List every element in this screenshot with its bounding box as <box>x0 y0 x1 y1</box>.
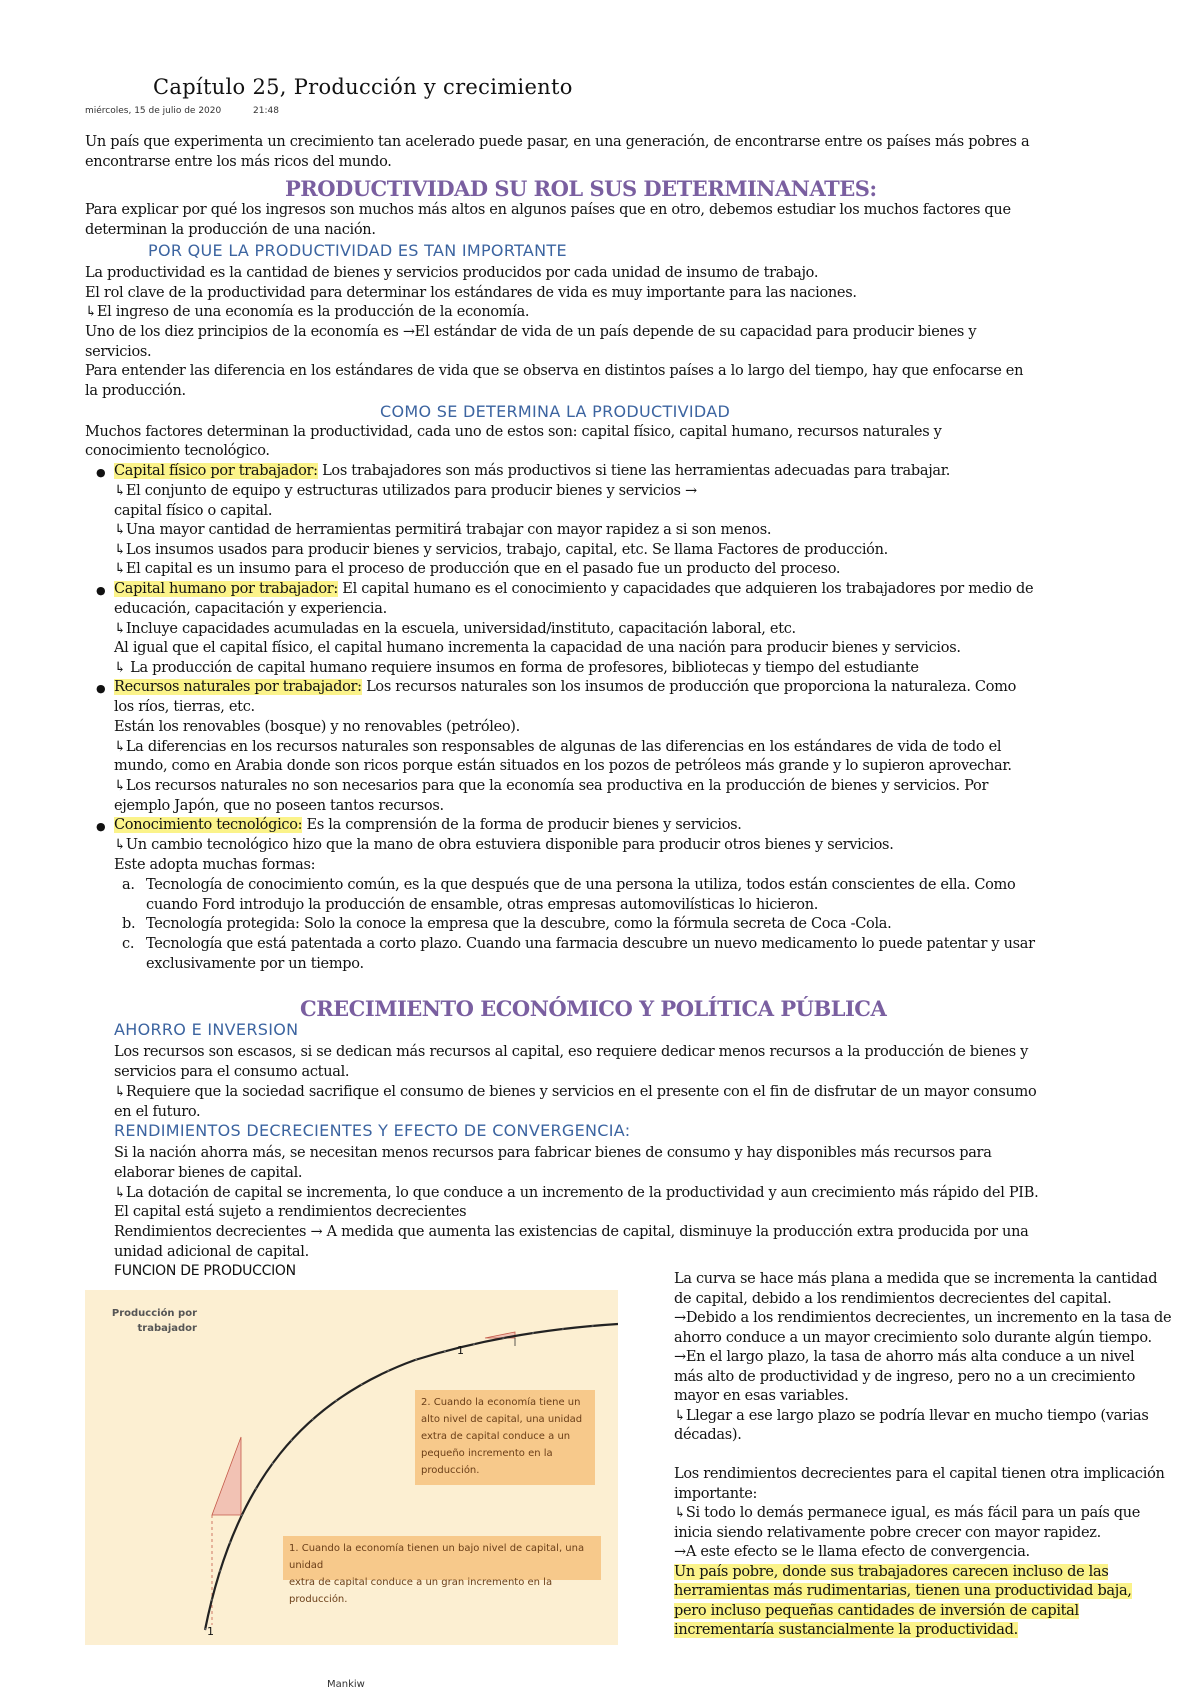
subheading: RENDIMIENTOS DECRECIENTES Y EFECTO DE CONVERGENCIA: <box>114 1121 631 1140</box>
paragraph-line: El capital está sujeto a rendimientos decrecientes <box>114 1204 467 1220</box>
bullet-dot: ● <box>96 820 106 833</box>
highlighted-conclusion-line: herramientas más rudimentarias, tienen una productividad baja, <box>674 1583 1132 1599</box>
bullet-first-line: Conocimiento tecnológico: Es la comprensión de la forma de producir bienes y servicios. <box>114 817 742 833</box>
bullet-line: Están los renovables (bosque) y no renovables (petróleo). <box>114 719 520 735</box>
bullet-line: capital físico o capital. <box>114 503 273 519</box>
list-item-line: Tecnología que está patentada a corto plazo. Cuando una farmacia descubre un nuevo medicamento lo puede patentar y usar <box>146 936 1035 952</box>
highlighted-conclusion-line: Un país pobre, donde sus trabajadores carecen incluso de las <box>674 1563 1109 1580</box>
section-heading: CRECIMIENTO ECONÓMICO Y POLÍTICA PÚBLICA <box>300 996 887 1021</box>
paragraph-line: ↳La dotación de capital se incrementa, lo que conduce a un incremento de la productividad y aun crecimiento más rápido del PIB. <box>114 1185 1039 1201</box>
paragraph-line: ↳El ingreso de una economía es la producción de la economía. <box>85 304 530 320</box>
right-column-line: ↳Llegar a ese largo plazo se podría llevar en mucho tiempo (varias <box>674 1407 1149 1424</box>
bullet-first-line: Recursos naturales por trabajador: Los recursos naturales son los insumos de producción que proporciona la naturaleza. Como <box>114 679 1017 695</box>
highlighted-term: Recursos naturales por trabajador: <box>114 679 362 695</box>
highlighted-term: Conocimiento tecnológico: <box>114 817 303 833</box>
paragraph-line: unidad adicional de capital. <box>114 1244 309 1260</box>
bullet-line: ↳El conjunto de equipo y estructuras utilizados para producir bienes y servicios → <box>114 483 697 499</box>
page-title: Capítulo 25, Producción y crecimiento <box>153 75 573 99</box>
paragraph-line: Muchos factores determinan la productividad, cada uno de estos son: capital físico, capital humano, recursos naturales y <box>85 424 942 440</box>
bullet-line: Este adopta muchas formas: <box>114 857 316 873</box>
bullet-line: ↳El capital es un insumo para el proceso de producción que en el pasado fue un producto del proceso. <box>114 561 841 577</box>
bullet-line: ↳Un cambio tecnológico hizo que la mano de obra estuviera disponible para producir otros bienes y servicios. <box>114 837 894 853</box>
highlighted-conclusion-line: incrementaría sustancialmente la productividad. <box>674 1622 1018 1638</box>
paragraph-line: Si la nación ahorra más, se necesitan menos recursos para fabricar bienes de consumo y hay disponibles más recursos para <box>114 1145 992 1161</box>
highlighted-term: Capital físico por trabajador: <box>114 463 318 479</box>
list-item-line: Tecnología protegida: Solo la conoce la empresa que la descubre, como la fórmula secreta de Coca -Cola. <box>146 916 892 932</box>
paragraph-line: La productividad es la cantidad de bienes y servicios producidos por cada unidad de insumo de trabajo. <box>85 265 819 281</box>
section-heading: PRODUCTIVIDAD SU ROL SUS DETERMINANATES: <box>285 176 877 201</box>
bullet-line: los ríos, tierras, etc. <box>114 699 255 715</box>
list-marker: a. <box>122 877 135 893</box>
bullet-first-line: Capital físico por trabajador: Los trabajadores son más productivos si tiene las herramientas adecuadas para trabajar. <box>114 463 951 479</box>
paragraph-line: ↳Requiere que la sociedad sacrifique el consumo de bienes y servicios en el presente con el fin de disfrutar de un mayor consumo <box>114 1084 1037 1100</box>
time-stamp: 21:48 <box>253 106 279 116</box>
paragraph-line: servicios. <box>85 344 152 360</box>
large-increment-triangle <box>212 1437 241 1515</box>
bullet-line: ↳Los insumos usados para producir bienes y servicios, trabajo, capital, etc. Se llama Factores de producción. <box>114 542 888 558</box>
step-label: 1 <box>457 1344 464 1357</box>
function-label: FUNCION DE PRODUCCION <box>114 1263 296 1279</box>
annotation-high-capital: 2. Cuando la economía tiene un alto nivel de capital, una unidad extra de capital conduce a un pequeño incremento en la producción. <box>415 1390 595 1485</box>
bullet-line: ↳La diferencias en los recursos naturales son responsables de algunas de las diferencias en los estándares de vida de todo el <box>114 739 1002 755</box>
paragraph-line: conocimiento tecnológico. <box>85 443 270 459</box>
right-column-line: →En el largo plazo, la tasa de ahorro más alta conduce a un nivel <box>674 1349 1135 1365</box>
paragraph-line: elaborar bienes de capital. <box>114 1165 303 1181</box>
bullet-line: ↳ La producción de capital humano requiere insumos en forma de profesores, bibliotecas y tiempo del estudiante <box>114 660 919 676</box>
list-item-line: exclusivamente por un tiempo. <box>146 956 364 972</box>
list-marker: c. <box>122 936 135 952</box>
bullet-dot: ● <box>96 466 106 479</box>
right-column-line: importante: <box>674 1485 758 1502</box>
paragraph-line: Rendimientos decrecientes → A medida que aumenta las existencias de capital, disminuye la producción extra producida por una <box>114 1224 1029 1240</box>
right-column-line: de capital, debido a los rendimientos decrecientes del capital. <box>674 1290 1112 1307</box>
right-column-line: más alto de productividad y de ingreso, pero no a un crecimiento <box>674 1368 1135 1385</box>
right-column-line: inicia siendo relativamente pobre crecer con mayor rapidez. <box>674 1524 1101 1541</box>
right-column-line: Los rendimientos decrecientes para el capital tienen otra implicación <box>674 1466 1165 1482</box>
bullet-line: educación, capacitación y experiencia. <box>114 601 387 617</box>
paragraph-line: Los recursos son escasos, si se dedican más recursos al capital, eso requiere dedicar menos recursos a la producción de bienes y <box>114 1044 1029 1060</box>
paragraph-line: Para explicar por qué los ingresos son muchos más altos en algunos países que en otro, debemos estudiar los muchos factores que <box>85 202 1011 218</box>
paragraph-line: El rol clave de la productividad para determinar los estándares de vida es muy importante para las naciones. <box>85 285 857 301</box>
paragraph-line: Para entender las diferencia en los estándares de vida que se observa en distintos países a lo largo del tiempo, hay que enfocarse en <box>85 363 1024 379</box>
date-stamp: miércoles, 15 de julio de 2020 <box>85 106 222 116</box>
intro-line: encontrarse entre los más ricos del mundo. <box>85 154 392 170</box>
right-column-line: décadas). <box>674 1427 742 1443</box>
subheading: COMO SE DETERMINA LA PRODUCTIVIDAD <box>380 402 731 421</box>
bullet-line: ↳Incluye capacidades acumuladas en la escuela, universidad/instituto, capacitación laboral, etc. <box>114 621 796 637</box>
subheading: AHORRO E INVERSION <box>114 1020 299 1039</box>
right-column-line: →Debido a los rendimientos decrecientes, un incremento en la tasa de <box>674 1310 1172 1326</box>
highlighted-conclusion-line: pero incluso pequeñas cantidades de inversión de capital <box>674 1602 1079 1619</box>
list-marker: b. <box>122 916 136 932</box>
bullet-dot: ● <box>96 682 106 695</box>
paragraph-line: servicios para el consumo actual. <box>114 1064 350 1080</box>
bullet-first-line: Capital humano por trabajador: El capital humano es el conocimiento y capacidades que adquieren los trabajadores por medio de <box>114 581 1034 597</box>
paragraph-line: la producción. <box>85 383 186 399</box>
list-item-line: Tecnología de conocimiento común, es la que después que de una persona la utiliza, todos están conscientes de ella. Como <box>146 877 1016 893</box>
right-column-line: →A este efecto se le llama efecto de convergencia. <box>674 1544 1030 1560</box>
right-column-line: mayor en esas variables. <box>674 1388 849 1404</box>
bullet-line: Al igual que el capital físico, el capital humano incrementa la capacidad de una nación para producir bienes y servicios. <box>114 640 961 656</box>
step-label: 1 <box>207 1625 214 1638</box>
bullet-line: mundo, como en Arabia donde son ricos porque están situados en los pozos de petróleos más grande y lo supieron aprovechar. <box>114 758 1012 774</box>
right-column-line: La curva se hace más plana a medida que se incrementa la cantidad <box>674 1271 1158 1287</box>
highlighted-term: Capital humano por trabajador: <box>114 581 338 597</box>
paragraph-line: Uno de los diez principios de la economía es →El estándar de vida de un país depende de su capacidad para producir bienes y <box>85 324 977 340</box>
intro-line: Un país que experimenta un crecimiento tan acelerado puede pasar, en una generación, de encontrarse entre os países más pobres a <box>85 134 1030 150</box>
right-column-line: ahorro conduce a un mayor crecimiento solo durante algún tiempo. <box>674 1329 1152 1346</box>
right-column-line: ↳Si todo lo demás permanece igual, es más fácil para un país que <box>674 1505 1141 1521</box>
bullet-line: ↳Los recursos naturales no son necesarios para que la economía sea productiva en la producción de bienes y servicios. Por <box>114 778 989 794</box>
footer-source: Mankiw <box>327 1679 365 1690</box>
bullet-line: ↳Una mayor cantidad de herramientas permitirá trabajar con mayor rapidez a si son menos. <box>114 522 772 538</box>
y-axis-label: Producción por trabajador <box>111 1308 197 1334</box>
list-item-line: cuando Ford introdujo la producción de ensamble, otras empresas automovilísticas lo hicieron. <box>146 897 819 913</box>
bullet-dot: ● <box>96 584 106 597</box>
bullet-line: ejemplo Japón, que no poseen tantos recursos. <box>114 798 444 814</box>
annotation-low-capital: 1. Cuando la economía tienen un bajo nivel de capital, una unidad extra de capital conduce a un gran incremento en la producción. <box>283 1536 601 1580</box>
paragraph-line: determinan la producción de una nación. <box>85 222 376 238</box>
subheading: POR QUE LA PRODUCTIVIDAD ES TAN IMPORTANTE <box>148 241 567 260</box>
production-function-figure <box>85 1290 618 1645</box>
paragraph-line: en el futuro. <box>114 1104 201 1120</box>
